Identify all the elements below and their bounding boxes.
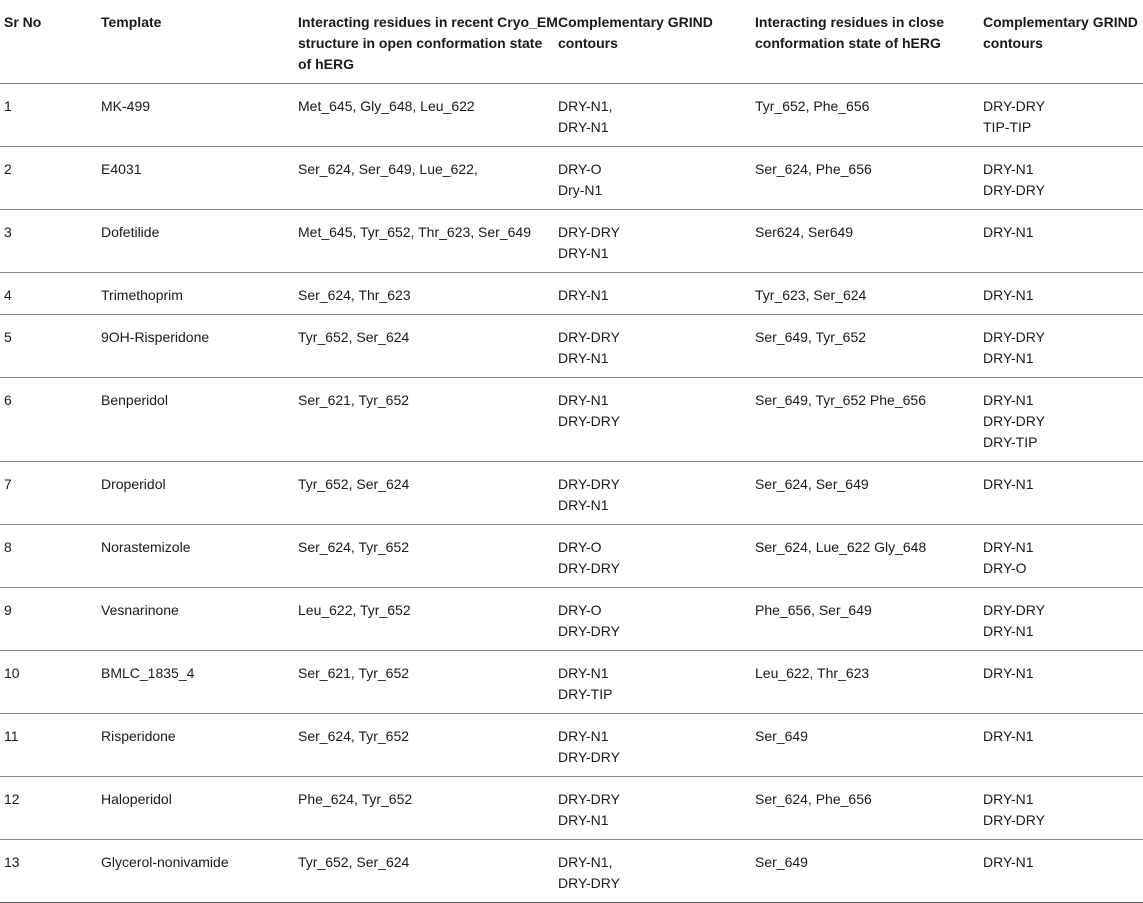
cell-open-contours	[558, 714, 755, 777]
cell-template: Benperidol	[101, 378, 298, 462]
header-open-residues: Interacting residues in recent Cryo_EM structure in open conformation state of hERG	[298, 0, 558, 84]
table-row	[0, 378, 1143, 462]
table-header	[0, 0, 1143, 84]
cell-template: Trimethoprim	[101, 273, 298, 315]
contour-label: DRY-DRY	[983, 413, 1045, 429]
contour-label: DRY-TIP	[558, 686, 613, 702]
cell-close-contours	[983, 714, 1143, 777]
cell-template: Glycerol-nonivamide	[101, 840, 298, 903]
cell-template: Haloperidol	[101, 777, 298, 840]
header-template: Template	[101, 0, 298, 84]
cell-close-residues: Tyr_652, Phe_656	[755, 84, 983, 147]
cell-open-contours	[558, 840, 755, 903]
cell-close-residues: Ser_624, Lue_622 Gly_648	[755, 525, 983, 588]
cell-open-contours	[558, 378, 755, 462]
cell-sr-no: 2	[0, 147, 101, 210]
contour-label: DRY-N1	[983, 623, 1034, 639]
cell-open-contours	[558, 525, 755, 588]
cell-close-residues: Leu_622, Thr_623	[755, 651, 983, 714]
cell-close-residues: Ser_649, Tyr_652 Phe_656	[755, 378, 983, 462]
table-row	[0, 651, 1143, 714]
contour-label: DRY-N1	[983, 854, 1034, 870]
contour-label: DRY-DRY	[558, 224, 620, 240]
contour-label: DRY-N1	[558, 728, 609, 744]
contour-label: DRY-N1	[983, 791, 1034, 807]
table-body	[0, 84, 1143, 903]
contour-label: DRY-N1	[558, 119, 609, 135]
header-close-residues: Interacting residues in close conformation state of hERG	[755, 0, 983, 84]
cell-close-contours	[983, 378, 1143, 462]
cell-open-residues: Leu_622, Tyr_652	[298, 588, 558, 651]
contour-label: DRY-N1	[983, 161, 1034, 177]
contour-label: DRY-O	[558, 161, 602, 177]
cell-close-contours	[983, 651, 1143, 714]
contour-label: Dry-N1	[558, 182, 603, 198]
contour-label: DRY-DRY	[558, 329, 620, 345]
contour-label: DRY-O	[558, 539, 602, 555]
contour-label: DRY-DRY	[558, 413, 620, 429]
table-row	[0, 525, 1143, 588]
cell-sr-no: 3	[0, 210, 101, 273]
cell-open-residues: Tyr_652, Ser_624	[298, 840, 558, 903]
contour-label: DRY-N1	[558, 812, 609, 828]
contour-label: DRY-DRY	[558, 791, 620, 807]
cell-template: Dofetilide	[101, 210, 298, 273]
contour-label: DRY-O	[983, 560, 1027, 576]
table-row	[0, 315, 1143, 378]
contour-label: DRY-DRY	[983, 602, 1045, 618]
contour-label: DRY-N1,	[558, 854, 613, 870]
cell-close-residues: Ser_649	[755, 714, 983, 777]
cell-close-contours	[983, 210, 1143, 273]
cell-open-residues: Met_645, Tyr_652, Thr_623, Ser_649	[298, 210, 558, 273]
cell-sr-no: 5	[0, 315, 101, 378]
cell-open-contours	[558, 588, 755, 651]
cell-close-residues: Ser_624, Phe_656	[755, 777, 983, 840]
contour-label: DRY-O	[558, 602, 602, 618]
table-row	[0, 777, 1143, 840]
cell-template: BMLC_1835_4	[101, 651, 298, 714]
header-row	[0, 0, 1143, 84]
contour-label: DRY-N1	[983, 392, 1034, 408]
cell-open-residues: Met_645, Gly_648, Leu_622	[298, 84, 558, 147]
table-row	[0, 273, 1143, 315]
cell-sr-no: 11	[0, 714, 101, 777]
cell-sr-no: 4	[0, 273, 101, 315]
cell-close-residues: Ser_649, Tyr_652	[755, 315, 983, 378]
contour-label: DRY-N1,	[558, 98, 613, 114]
table-row	[0, 147, 1143, 210]
cell-open-contours	[558, 147, 755, 210]
cell-close-contours	[983, 273, 1143, 315]
contour-label: DRY-N1	[983, 350, 1034, 366]
cell-template: Norastemizole	[101, 525, 298, 588]
cell-sr-no: 9	[0, 588, 101, 651]
cell-sr-no: 8	[0, 525, 101, 588]
contour-label: DRY-DRY	[558, 476, 620, 492]
contour-label: DRY-DRY	[983, 182, 1045, 198]
contour-label: DRY-DRY	[983, 812, 1045, 828]
cell-open-residues: Phe_624, Tyr_652	[298, 777, 558, 840]
cell-open-contours	[558, 84, 755, 147]
cell-open-contours	[558, 315, 755, 378]
cell-close-contours	[983, 462, 1143, 525]
cell-close-contours	[983, 588, 1143, 651]
contour-label: DRY-TIP	[983, 434, 1038, 450]
cell-open-residues: Tyr_652, Ser_624	[298, 462, 558, 525]
contour-label: DRY-DRY	[558, 749, 620, 765]
table-row	[0, 84, 1143, 147]
cell-open-residues: Ser_624, Thr_623	[298, 273, 558, 315]
cell-close-contours	[983, 147, 1143, 210]
cell-template: MK-499	[101, 84, 298, 147]
header-open-contours: Complementary GRIND contours	[558, 0, 755, 84]
cell-close-contours	[983, 840, 1143, 903]
cell-open-contours	[558, 210, 755, 273]
cell-close-residues: Ser_649	[755, 840, 983, 903]
contour-label: DRY-N1	[558, 245, 609, 261]
cell-open-residues: Ser_624, Tyr_652	[298, 714, 558, 777]
cell-open-residues: Ser_621, Tyr_652	[298, 378, 558, 462]
contour-label: DRY-N1	[558, 287, 609, 303]
contour-label: DRY-DRY	[558, 623, 620, 639]
table-row	[0, 714, 1143, 777]
contour-label: DRY-N1	[983, 287, 1034, 303]
cell-close-contours	[983, 84, 1143, 147]
cell-close-residues: Ser624, Ser649	[755, 210, 983, 273]
cell-open-contours	[558, 651, 755, 714]
cell-open-contours	[558, 462, 755, 525]
table-row	[0, 588, 1143, 651]
cell-close-residues: Tyr_623, Ser_624	[755, 273, 983, 315]
cell-close-residues: Ser_624, Ser_649	[755, 462, 983, 525]
contour-label: DRY-N1	[558, 350, 609, 366]
contour-label: DRY-N1	[983, 539, 1034, 555]
cell-close-contours	[983, 315, 1143, 378]
contour-label: DRY-N1	[983, 476, 1034, 492]
cell-sr-no: 1	[0, 84, 101, 147]
cell-sr-no: 6	[0, 378, 101, 462]
cell-close-residues: Phe_656, Ser_649	[755, 588, 983, 651]
contour-label: DRY-DRY	[983, 98, 1045, 114]
cell-template: Vesnarinone	[101, 588, 298, 651]
table-row	[0, 462, 1143, 525]
contour-label: TIP-TIP	[983, 119, 1032, 135]
contour-label: DRY-N1	[558, 392, 609, 408]
cell-template: Droperidol	[101, 462, 298, 525]
cell-close-contours	[983, 777, 1143, 840]
cell-template: Risperidone	[101, 714, 298, 777]
contour-label: DRY-N1	[983, 728, 1034, 744]
contour-label: DRY-DRY	[558, 875, 620, 891]
cell-close-residues: Ser_624, Phe_656	[755, 147, 983, 210]
cell-template: 9OH-Risperidone	[101, 315, 298, 378]
contour-label: DRY-DRY	[558, 560, 620, 576]
cell-sr-no: 7	[0, 462, 101, 525]
header-close-contours: Complementary GRIND contours	[983, 0, 1143, 84]
cell-open-residues: Ser_624, Tyr_652	[298, 525, 558, 588]
cell-open-residues: Ser_621, Tyr_652	[298, 651, 558, 714]
cell-open-residues: Ser_624, Ser_649, Lue_622,	[298, 147, 558, 210]
cell-sr-no: 12	[0, 777, 101, 840]
cell-close-contours	[983, 525, 1143, 588]
contour-label: DRY-N1	[558, 665, 609, 681]
contour-label: DRY-N1	[983, 224, 1034, 240]
contour-label: DRY-N1	[983, 665, 1034, 681]
cell-open-residues: Tyr_652, Ser_624	[298, 315, 558, 378]
table-row	[0, 840, 1143, 903]
header-sr-no: Sr No	[0, 0, 101, 84]
cell-template: E4031	[101, 147, 298, 210]
cell-sr-no: 10	[0, 651, 101, 714]
cell-open-contours	[558, 273, 755, 315]
contour-label: DRY-N1	[558, 497, 609, 513]
cell-sr-no: 13	[0, 840, 101, 903]
cell-open-contours	[558, 777, 755, 840]
table-row	[0, 210, 1143, 273]
contour-label: DRY-DRY	[983, 329, 1045, 345]
